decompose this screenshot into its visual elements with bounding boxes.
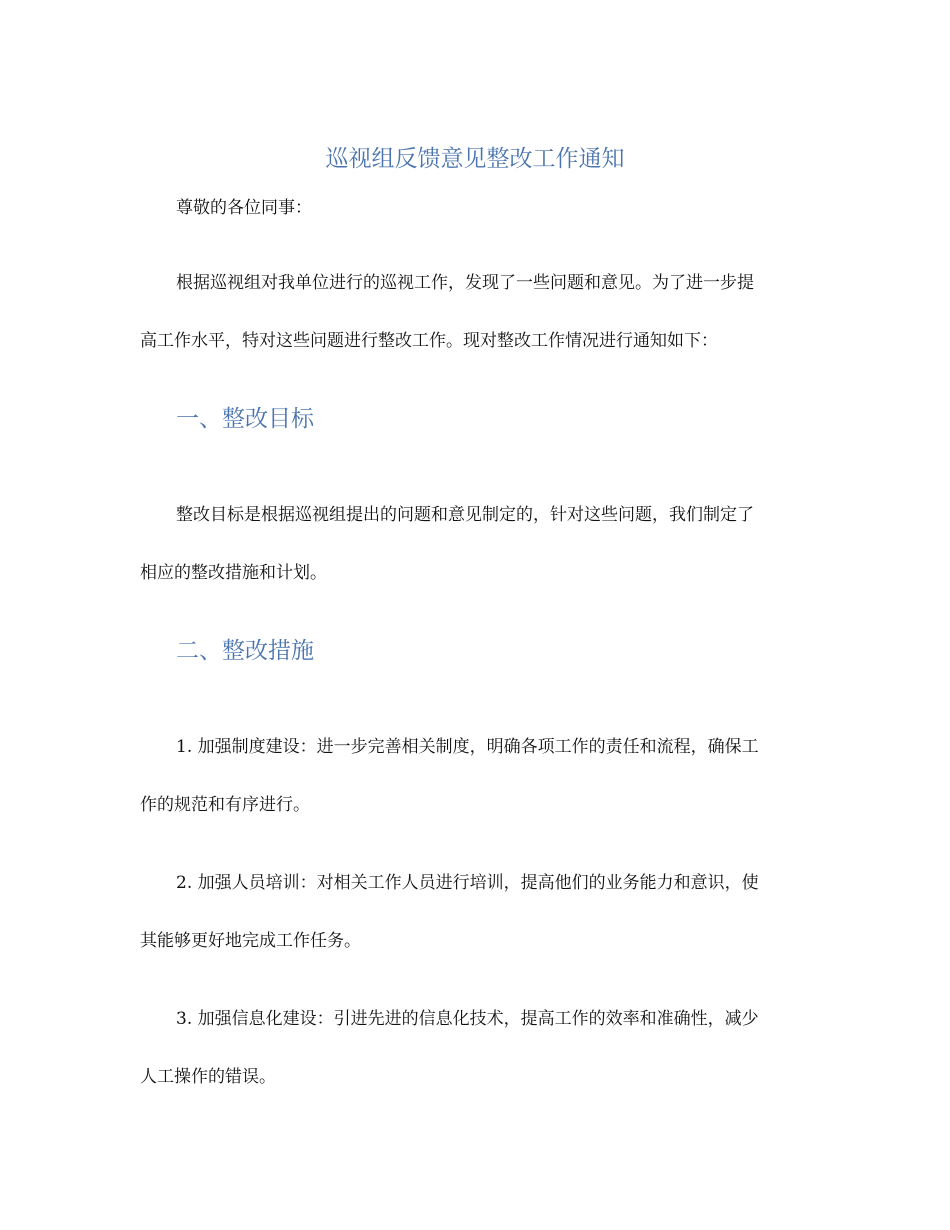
- section-heading-measures: 二、整改措施: [176, 638, 314, 664]
- measure-1-line-1: 1. 加强制度建设：进一步完善相关制度，明确各项工作的责任和流程，确保工: [176, 737, 759, 757]
- greeting: [140, 190, 816, 226]
- intro-line-2: 高工作水平，特对这些问题进行整改工作。现对整改工作情况进行通知如下：: [140, 331, 718, 351]
- document-title: 巡视组反馈意见整改工作通知: [325, 146, 625, 172]
- measure-3-line-2: 人工操作的错误。: [140, 1067, 276, 1087]
- section-heading-goals: 一、整改目标: [176, 406, 314, 432]
- measure-3-line-1: 3. 加强信息化建设：引进先进的信息化技术，提高工作的效率和准确性，减少: [176, 1009, 759, 1029]
- measure-item: [140, 990, 816, 1106]
- measure-2-line-2: 其能够更好地完成工作任务。: [140, 931, 361, 951]
- goals-line-1: 整改目标是根据巡视组提出的问题和意见制定的，针对这些问题，我们制定了: [176, 505, 754, 525]
- measure-2-line-1: 2. 加强人员培训：对相关工作人员进行培训，提高他们的业务能力和意识，使: [176, 873, 759, 893]
- goals-line-2: 相应的整改措施和计划。: [140, 563, 327, 583]
- measure-item: [140, 854, 816, 970]
- intro-line-1: 根据巡视组对我单位进行的巡视工作，发现了一些问题和意见。为了进一步提: [176, 273, 754, 293]
- greeting-text: 尊敬的各位同事：: [176, 198, 312, 218]
- measure-1-line-2: 作的规范和有序进行。: [140, 795, 310, 815]
- measure-item: [140, 718, 816, 834]
- goals-paragraph: [140, 486, 816, 602]
- intro-paragraph: [140, 254, 816, 370]
